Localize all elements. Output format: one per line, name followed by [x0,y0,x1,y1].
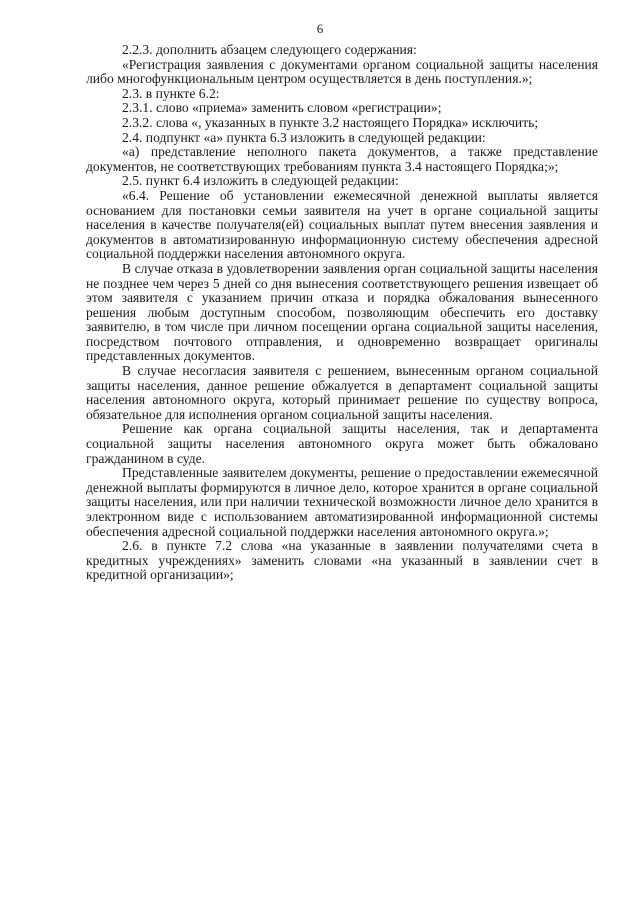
paragraph-2-6: 2.6. в пункте 7.2 слова «на указанные в заявлении получателями счета в кредитных учреждениях» заменить словами «на указанный в заявлении счет в кредитной организации»; [86,538,598,583]
paragraph-disagreement: В случае несогласия заявителя с решением, вынесенным органом социальной защиты населения, данное решение обжалуется в департамент социальной защиты населения автономного округа, который принимает решение по существу вопроса, обязательное для исполнения органом социальной защиты населения. [86,363,598,422]
paragraph-2-4: 2.4. подпункт «а» пункта 6.3 изложить в следующей редакции: [122,129,486,145]
paragraph-2-4-quote: «а) представление неполного пакета документов, а также представление документов, не соответствующих требованиям пункта 3.4 настоящего Порядка;»; [86,144,598,174]
paragraph-2-3-2: 2.3.2. слова «, указанных в пункте 3.2 настоящего Порядка» исключить; [122,114,539,130]
paragraph-registration-quote: «Регистрация заявления с документами органом социальной защиты населения либо многофункциональным центром осуществляется в день поступления.»; [86,56,598,87]
paragraph-2-3-1: 2.3.1. слово «приема» заменить словом «регистрации»; [122,100,442,116]
paragraph-6-4: «6.4. Решение об установлении ежемесячной денежной выплаты является основанием для постановки семьи заявителя на учет в органе социальной защиты населения в качестве получателя(ей) социальных выплат путем внесения заявления и документов в автоматизированную информационную систему обеспечения адресной социальной поддержки населения автономного округа. [86,187,598,262]
paragraph-2-5: 2.5. пункт 6.4 изложить в следующей редакции: [122,173,399,189]
paragraph-2-2-3: 2.2.3. дополнить абзацем следующего содержания: [122,42,417,57]
page-number: 6 [316,21,324,36]
paragraph-2-3: 2.3. в пункте 6.2: [122,85,220,101]
paragraph-court-appeal: Решение как органа социальной защиты населения, так и департамента социальной защиты населения автономного округа может быть обжаловано гражданином в суде. [86,421,598,466]
document-body [86,43,598,583]
paragraph-refusal: В случае отказа в удовлетворении заявления орган социальной защиты населения не позднее чем через 5 дней со дня вынесения соответствующего решения извещает об этом заявителя с указанием причин отказа и порядка обжалования вынесенного решения любым доступным способом, позволяющим обеспечить его доставку заявителю, в том числе при личном посещении органа социальной защиты населения, посредством почтового отправления, и одновременно возвращает оригиналы представленных документов. [86,260,598,364]
paragraph-personal-file: Представленные заявителем документы, решение о предоставлении ежемесячной денежной выплаты формируются в личное дело, которое хранится в органе социальной защиты населения, или при наличии технической возможности личное дело хранится в электронном виде с использованием автоматизированной информационной системы обеспечения адресной социальной поддержки населения автономного округа.»; [86,465,598,539]
